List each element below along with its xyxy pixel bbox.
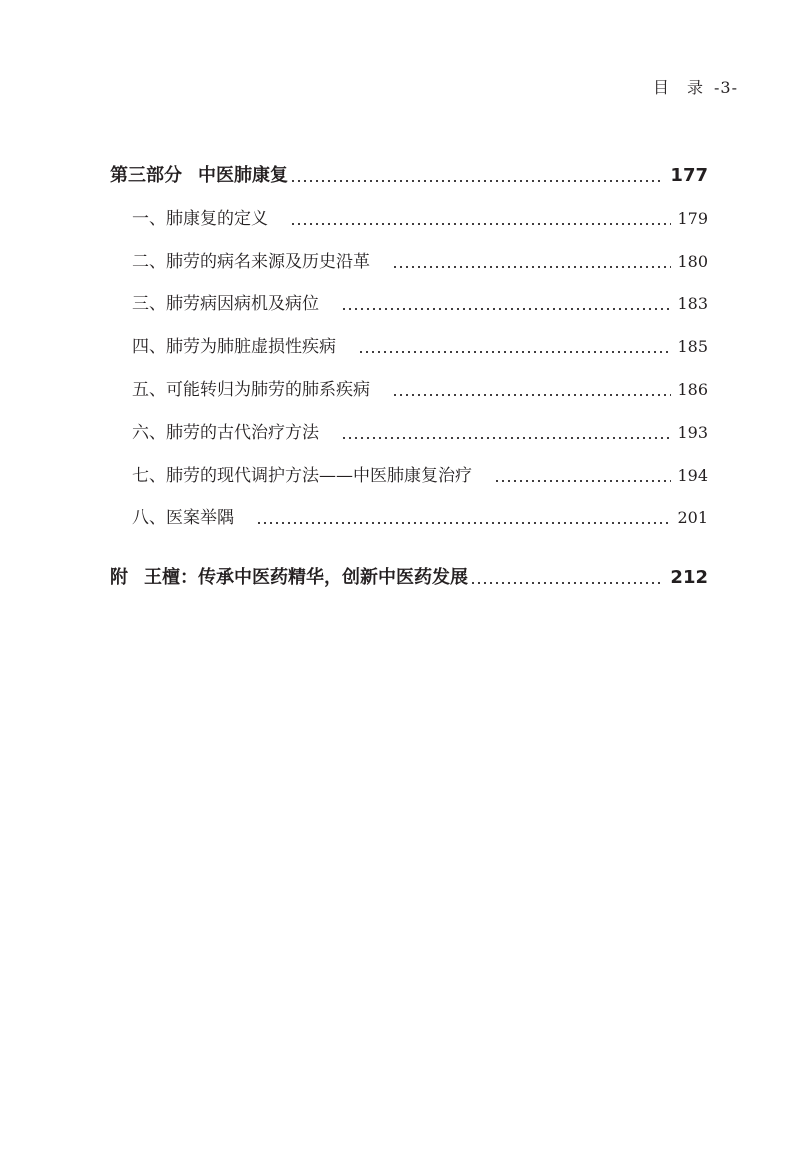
toc-item[interactable] xyxy=(132,505,708,531)
toc-item-title: 七、肺劳的现代调护方法——中医肺康复治疗 xyxy=(132,466,472,486)
toc-item[interactable] xyxy=(132,334,708,360)
toc-part-title xyxy=(110,163,288,189)
toc-page-number: 186 xyxy=(677,380,708,399)
toc-leader-dots xyxy=(358,351,671,353)
toc-item-title: 三、肺劳病因病机及病位 xyxy=(132,294,319,314)
toc-part-three[interactable] xyxy=(110,163,708,189)
toc-item[interactable] xyxy=(132,291,708,317)
toc-item-title: 八、医案举隅 xyxy=(132,508,234,528)
toc-leader-dots xyxy=(256,522,671,524)
toc-item[interactable] xyxy=(132,420,708,446)
toc-appendix-name: 王檀：传承中医药精华，创新中医药发展 xyxy=(144,567,468,588)
toc-leader-dots xyxy=(341,308,671,310)
toc-page-number: 185 xyxy=(677,337,708,356)
toc-part-name: 中医肺康复 xyxy=(198,165,288,186)
toc-item[interactable] xyxy=(132,206,708,232)
toc-appendix-title xyxy=(110,565,468,591)
toc-appendix-label: 附 xyxy=(110,567,128,588)
toc-leader-dots xyxy=(290,223,671,225)
toc-leader-dots xyxy=(470,582,664,584)
toc-item[interactable] xyxy=(132,463,708,489)
toc-leader-dots xyxy=(290,180,664,182)
toc-page-number: 194 xyxy=(677,466,708,485)
header-section-title: 目 录 xyxy=(652,78,704,97)
toc-item-title: 一、肺康复的定义 xyxy=(132,209,268,229)
toc-item[interactable] xyxy=(132,377,708,403)
toc-item-title: 二、肺劳的病名来源及历史沿革 xyxy=(132,252,370,272)
toc-item-title: 四、肺劳为肺脏虚损性疾病 xyxy=(132,337,336,357)
toc-page-number: 212 xyxy=(670,567,708,588)
toc-page-number: 179 xyxy=(677,209,708,228)
toc-page-number: 183 xyxy=(677,294,708,313)
toc-leader-dots xyxy=(392,394,671,396)
toc-leader-dots xyxy=(494,480,671,482)
toc-page-number: 201 xyxy=(677,508,708,527)
toc-item-title: 五、可能转归为肺劳的肺系疾病 xyxy=(132,380,370,400)
toc-page-number: 193 xyxy=(677,423,708,442)
toc-appendix[interactable] xyxy=(110,565,708,591)
toc-leader-dots xyxy=(341,437,671,439)
toc-page-number: 180 xyxy=(677,252,708,271)
toc-item-title: 六、肺劳的古代治疗方法 xyxy=(132,423,319,443)
running-header xyxy=(653,75,738,98)
toc-leader-dots xyxy=(392,266,671,268)
toc-item[interactable] xyxy=(132,249,708,275)
header-page-number: -3- xyxy=(714,78,738,97)
toc-part-label: 第三部分 xyxy=(110,165,182,186)
toc-page-number: 177 xyxy=(670,165,708,186)
